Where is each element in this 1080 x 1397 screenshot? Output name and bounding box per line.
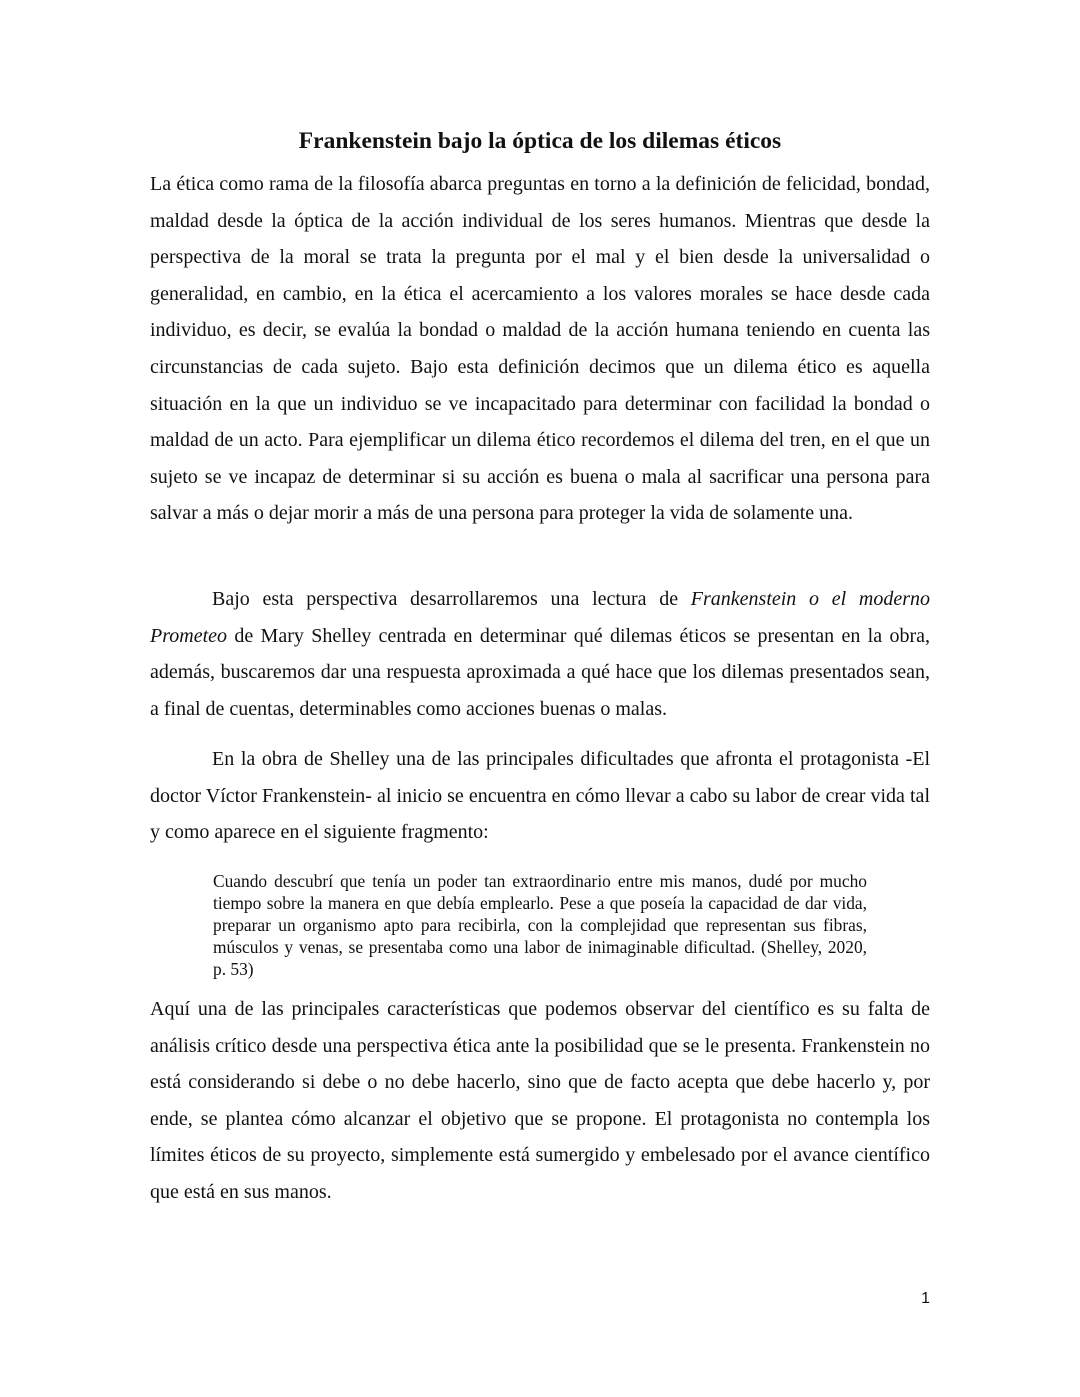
paragraph-ethics-definition: La ética como rama de la filosofía abarca preguntas en torno a la definición de felicidad, bondad, maldad desde la óptica de la acción individual de los seres humanos. Mientras que desde la perspectiva de la moral se trata la pregunta por el mal y el bien desde la universalidad o generalidad, en cambio, en la ética el acercamiento a los valores morales se hace desde cada individuo, es decir, se evalúa la bondad o maldad de la acción humana teniendo en cuenta las circunstancias de cada sujeto. Bajo esta definición decimos que un dilema ético es aquella situación en la que un individuo se ve incapacitado para determinar con facilidad la bondad o maldad de un acto. Para ejemplificar un dilema ético recordemos el dilema del tren, en el que un sujeto se ve incapaz de determinar si su acción es buena o mala al sacrificar una persona para salvar a más o dejar morir a más de una persona para proteger la vida de solamente una. [150, 173, 930, 525]
paragraph-protagonist-difficulty: En la obra de Shelley una de las principales dificultades que afronta el protagonista -El doctor Víctor Frankenstein- al inicio se encuentra en cómo llevar a cabo su labor de crear vida tal y como aparece en el siguiente fragmento: [150, 748, 930, 844]
block-quote: Cuando descubrí que tenía un poder tan extraordinario entre mis manos, dudé por mucho tiempo sobre la manera en que debía emplearlo. Pese a que poseía la capacidad de dar vida, preparar un organismo apto para recibirla, con la complejidad que representan sus fibras, músculos y venas, se presentaba como una labor de inimaginable dificultad. (Shelley, 2020, p. 53) [213, 871, 867, 979]
paragraph-reading-approach [150, 581, 930, 727]
paragraph-2-rest: de Mary Shelley centrada en determinar qué dilemas éticos se presentan en la obra, además, buscaremos dar una respuesta aproximada a qué hace que los dilemas presentados sean, a final de cuentas, determinables como acciones buenas o malas. [150, 624, 930, 720]
page-number: 1 [921, 1290, 930, 1307]
document-title: Frankenstein bajo la óptica de los dilemas éticos [298, 128, 782, 154]
book-title: Frankenstein o el moderno Prometeo [150, 588, 930, 647]
paragraph-analysis: Aquí una de las principales características que podemos observar del científico es su falta de análisis crítico desde una perspectiva ética ante la posibilidad que se le presenta. Frankenstein no está considerando si debe o no debe hacerlo, sino que de facto acepta que debe hacerlo y, por ende, se plantea cómo alcanzar el objetivo que se propone. El protagonista no contempla los límites éticos de su proyecto, simplemente está sumergido y embelesado por el avance científico que está en sus manos. [150, 998, 930, 1203]
paragraph-2-intro: Bajo esta perspectiva desarrollaremos una lectura de [212, 588, 691, 610]
